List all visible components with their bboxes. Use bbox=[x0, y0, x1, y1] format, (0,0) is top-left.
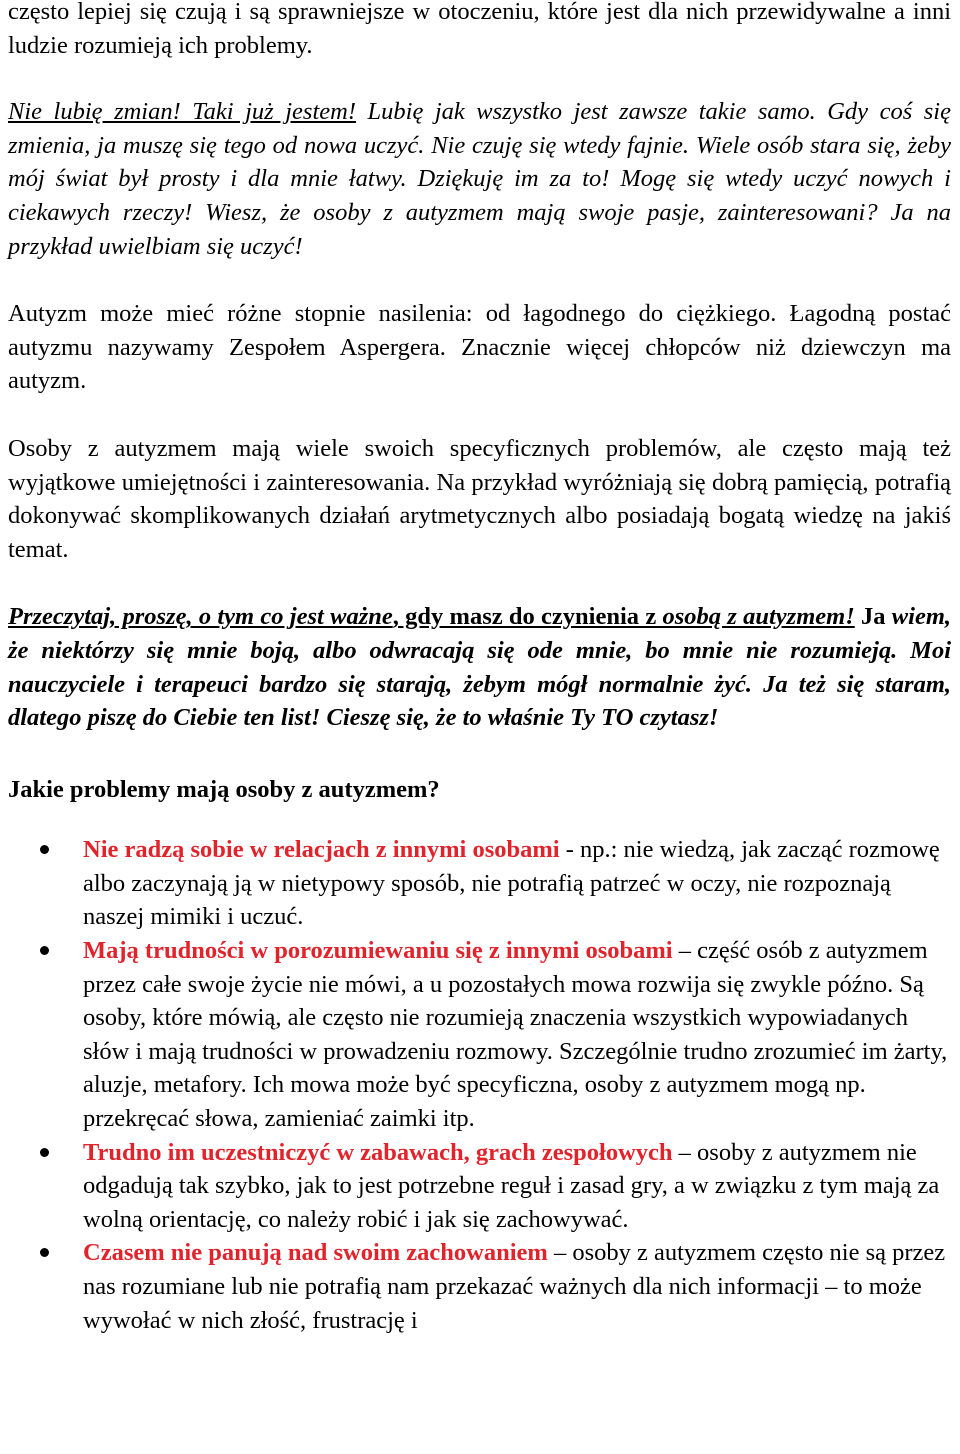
paragraph-intro-continuation: często lepiej się czują i są sprawniejsze w otoczeniu, które jest dla nich przewidywalne a inni ludzie rozumieją ich problemy. bbox=[8, 0, 951, 59]
list-item bbox=[8, 1136, 951, 1237]
list-item-text: – osoby z autyzmem nie odgadują tak szybko, jak to jest potrzebne reguł i zasad gry, a w związku z tym mają za wolną orientację, co należy robić i jak się zachowywać. bbox=[83, 1138, 940, 1233]
paragraph-no-changes bbox=[8, 95, 951, 263]
underlined-phrase: Nie lubię zmian! Taki już jestem! bbox=[8, 98, 356, 126]
problems-list bbox=[8, 833, 951, 1337]
paragraph-text-2: Mogę się wtedy uczyć nowych i ciekawych rzeczy! Wiesz, że osoby z autyzmem mają swoje pasje, zainteresowani? Ja na przykład uwielbiam się uczyć! bbox=[8, 165, 951, 260]
paragraph-mid: Ja bbox=[854, 603, 892, 631]
list-item-highlight: Czasem nie panują nad swoim zachowaniem bbox=[83, 1239, 548, 1267]
list-item bbox=[8, 833, 951, 934]
paragraph-rest: wiem, że niektórzy się mnie boją, albo odwracają się ode mnie, bo mnie nie rozumieją. Moi nauczyciele i terapeuci bardzo się starają, żebym mógł normalnie żyć. Ja też się staram, dlatego piszę do Ciebie ten list! Cieszę się, że to właśnie Ty TO czytasz! bbox=[8, 603, 952, 732]
underlined-phrase-2: , gdy masz do czynienia z bbox=[392, 603, 663, 631]
list-item bbox=[8, 934, 951, 1136]
bullet-icon bbox=[40, 1248, 49, 1257]
underlined-italic-phrase-2: osobą z autyzmem! bbox=[662, 603, 855, 631]
bullet-icon bbox=[40, 946, 49, 955]
paragraph-please-read bbox=[8, 600, 951, 734]
section-heading: Jakie problemy mają osoby z autyzmem? bbox=[8, 775, 440, 803]
list-item-text: – osoby z autyzmem często nie są przez nas rozumiane lub nie potrafią nam przekazać ważnych dla nich informacji – to może wywołać w nich złość, frustrację i bbox=[83, 1239, 946, 1334]
list-item-text: – część osób z autyzmem przez całe swoje życie nie mówi, a u pozostałych mowa rozwija się zwykle późno. Są osoby, które mówią, ale często nie rozumieją znaczenia wszystkich wypowiadanych słów i mają trudności w prowadzeniu rozmowy. Szczególnie trudno zrozumieć im żarty, aluzje, metafory. Ich mowa może być specyficzna, osoby z autyzmem mogą np. przekręcać słowa, zamieniać zaimki itp. bbox=[83, 937, 948, 1133]
paragraph-specific-problems: Osoby z autyzmem mają wiele swoich specyficznych problemów, ale często mają też wyjątkowe umiejętności i zainteresowania. Na przykład wyróżniają się dobrą pamięcią, potrafią dokonywać skomplikowanych działań arytmetycznych albo posiadają bogatą wiedzę na jakiś temat. bbox=[8, 434, 951, 563]
list-item-highlight: Mają trudności w porozumiewaniu się z innymi osobami bbox=[83, 937, 673, 965]
list-item-text: - np.: nie wiedzą, jak zacząć rozmowę albo zaczynają ją w nietypowy sposób, nie potrafią patrzeć w oczy, nie rozpoznają naszej mimiki i uczuć. bbox=[83, 836, 940, 931]
paragraph-autism-severity: Autyzm może mieć różne stopnie nasilenia: od łagodnego do ciężkiego. Łagodną postać autyzmu nazywamy Zespołem Aspergera. Znacznie więcej chłopców niż dziewczyn ma autyzm. bbox=[8, 300, 951, 395]
paragraph-text: Lubię jak wszystko jest zawsze takie samo. Gdy coś się zmienia, ja muszę się tego od nowa uczyć. Nie czuję się wtedy fajnie. Wiele osób stara się, żeby mój świat był prosty i dla mnie łatwy. Dziękuję im za to! bbox=[8, 98, 951, 193]
bullet-icon bbox=[40, 845, 49, 854]
list-item-highlight: Nie radzą sobie w relacjach z innymi osobami bbox=[83, 836, 560, 864]
underlined-italic-phrase: Przeczytaj, proszę, o tym co jest ważne bbox=[8, 603, 393, 631]
list-item-highlight: Trudno im uczestniczyć w zabawach, grach zespołowych bbox=[83, 1138, 673, 1166]
list-item bbox=[8, 1236, 951, 1337]
bullet-icon bbox=[40, 1148, 49, 1157]
